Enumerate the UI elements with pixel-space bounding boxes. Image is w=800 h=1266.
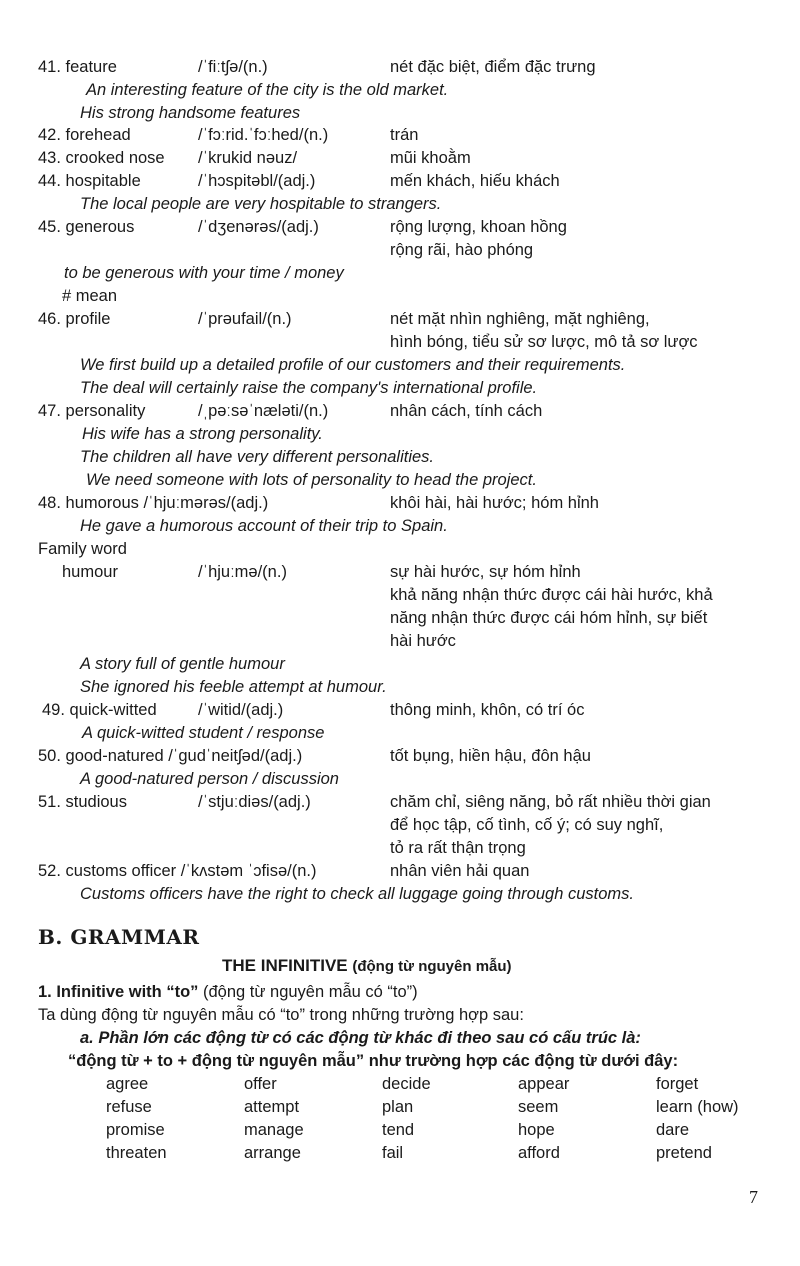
section-title-grammar: B. GRAMMAR [38, 925, 200, 949]
entry-41-meaning: nét đặc biệt, điểm đặc trưng [390, 58, 596, 76]
entry-43-meaning: mũi khoằm [390, 149, 471, 167]
verb-list-item: attempt [244, 1098, 300, 1116]
entry-49-meaning: thông minh, khôn, có trí óc [390, 701, 585, 719]
entry-44-word: hospitable [65, 172, 141, 190]
page-number: 7 [749, 1187, 758, 1207]
entry-42-ipa: /ˈfɔːrid.ˈfɔːhed/(n.) [198, 126, 329, 144]
verb-list-item: plan [382, 1098, 414, 1116]
entry-43-word: crooked nose [65, 149, 165, 167]
entry-41-number: 41. feature [38, 58, 117, 76]
verb-list-item: learn (how) [656, 1098, 739, 1116]
entry-45-number: 45. generous [38, 218, 135, 236]
entry-48-ipa: /ˈhjuːmərəs/(adj.) [143, 494, 269, 512]
entry-45-ipa: /ˈdʒenərəs/(adj.) [198, 218, 319, 236]
verb-list-item: decide [382, 1075, 431, 1093]
entry-49-example: A quick-witted student / response [82, 724, 325, 742]
entry-44-example: The local people are very hospitable to strangers. [80, 195, 442, 213]
verb-list-item: appear [518, 1075, 570, 1093]
family-word-example: She ignored his feeble attempt at humour. [80, 678, 387, 696]
entry-47-example: The children all have very different personalities. [80, 448, 435, 466]
verb-list-item: hope [518, 1121, 555, 1139]
verb-list-item: threaten [106, 1144, 167, 1162]
entry-47-number: 47. personality [38, 402, 146, 420]
verb-list-item: fail [382, 1144, 404, 1162]
entry-46-meaning: nét mặt nhìn nghiêng, mặt nghiêng, [390, 310, 650, 328]
entry-47-meaning: nhân cách, tính cách [390, 402, 543, 420]
entry-51-number: 51. studious [38, 793, 127, 811]
entry-51-meaning: tỏ ra rất thận trọng [390, 839, 526, 857]
family-word-meaning: năng nhận thức được cái hóm hỉnh, sự biết [390, 609, 708, 627]
verb-list-item: promise [106, 1121, 165, 1139]
entry-46-ipa: /ˈprəufail/(n.) [198, 310, 292, 328]
grammar-rule-a-structure: “động từ + to + động từ nguyên mẫu” như trường hợp các động từ dưới đây: [68, 1052, 679, 1070]
verb-list-item: dare [656, 1121, 690, 1139]
entry-52-example: Customs officers have the right to check all luggage going through customs. [80, 885, 634, 903]
grammar-rule-a: a. Phần lớn các động từ có các động từ khác đi theo sau có cấu trúc là: [80, 1029, 641, 1047]
family-word-meaning: hài hước [390, 632, 456, 650]
entry-41-word: feature [65, 58, 117, 76]
verb-list-item: manage [244, 1121, 304, 1139]
entry-45-example: to be generous with your time / money [64, 264, 344, 282]
entry-52-meaning: nhân viên hải quan [390, 862, 530, 880]
entry-45-note: # mean [62, 287, 118, 305]
entry-45-meaning: rộng lượng, khoan hồng [390, 218, 567, 236]
entry-46-word: profile [65, 310, 111, 328]
verb-list-item: afford [518, 1144, 560, 1162]
entry-46-meaning: hình bóng, tiểu sử sơ lược, mô tả sơ lược [390, 333, 698, 351]
family-word-example: A story full of gentle humour [80, 655, 285, 673]
entry-48-meaning: khôi hài, hài hước; hóm hỉnh [390, 494, 599, 512]
verb-list-item: tend [382, 1121, 415, 1139]
entry-47-example: We need someone with lots of personality to head the project. [86, 471, 537, 489]
entry-41-example: An interesting feature of the city is the old market. [86, 81, 449, 99]
entry-41-example: His strong handsome features [80, 104, 301, 122]
entry-47-word: personality [65, 402, 146, 420]
entry-42-meaning: trán [390, 126, 419, 144]
family-word-label: Family word [38, 540, 127, 558]
entry-51-meaning: để học tập, cố tình, cố ý; có suy nghĩ, [390, 816, 664, 834]
entry-49-word: quick-witted [69, 701, 157, 719]
entry-48-number: 48. humorous /ˈhjuːmərəs/(adj.) [38, 494, 269, 512]
entry-51-word: studious [65, 793, 127, 811]
verb-list-item: agree [106, 1075, 149, 1093]
family-word-meaning: khả năng nhận thức được cái hài hước, khả [390, 586, 713, 604]
entry-48-word: humorous [65, 494, 139, 512]
entry-50-word: good-natured [65, 747, 164, 765]
entry-47-ipa: /ˌpəːsəˈnæləti/(n.) [198, 402, 329, 420]
entry-49-number: 49. quick-witted [42, 701, 157, 719]
verb-list-item: offer [244, 1075, 277, 1093]
entry-46-example: We first build up a detailed profile of our customers and their requirements. [80, 356, 626, 374]
entry-48-example: He gave a humorous account of their trip to Spain. [80, 517, 448, 535]
verb-list-item: arrange [244, 1144, 301, 1162]
entry-46-example: The deal will certainly raise the company's international profile. [80, 379, 538, 397]
entry-51-ipa: /ˈstjuːdiəs/(adj.) [198, 793, 311, 811]
entry-45-meaning: rộng rãi, hào phóng [390, 241, 534, 259]
family-word-ipa: /ˈhjuːmə/(n.) [198, 563, 287, 581]
grammar-usage: Ta dùng động từ nguyên mẫu có “to” trong những trường hợp sau: [38, 1006, 524, 1024]
entry-50-ipa: /ˈgudˈneitʃəd/(adj.) [168, 747, 303, 765]
verb-list-item: refuse [106, 1098, 152, 1116]
verb-list-item: seem [518, 1098, 559, 1116]
entry-42-number: 42. forehead [38, 126, 131, 144]
entry-49-ipa: /ˈwitid/(adj.) [198, 701, 284, 719]
entry-51-meaning: chăm chỉ, siêng năng, bỏ rất nhiều thời gian [390, 793, 711, 811]
entry-43-ipa: /ˈkrukid nəuz/ [198, 149, 298, 167]
entry-50-example: A good-natured person / discussion [80, 770, 339, 788]
entry-50-number: 50. good-natured /ˈgudˈneitʃəd/(adj.) [38, 747, 303, 765]
entry-44-ipa: /ˈhɔspitəbl/(adj.) [198, 172, 316, 190]
entry-52-number: 52. customs officer /ˈkʌstəm ˈɔfisə/(n.) [38, 862, 317, 880]
entry-44-meaning: mến khách, hiếu khách [390, 172, 560, 190]
verb-list-item: pretend [656, 1144, 712, 1162]
entry-47-example: His wife has a strong personality. [82, 425, 323, 443]
family-word: humour [62, 563, 118, 581]
grammar-topic-heading: THE INFINITIVE (động từ nguyên mẫu) [222, 956, 512, 975]
entry-41-ipa: /ˈfiːtʃə/(n.) [198, 58, 268, 76]
entry-52-ipa: /ˈkʌstəm ˈɔfisə/(n.) [180, 862, 317, 880]
verb-list-item: forget [656, 1075, 699, 1093]
entry-50-meaning: tốt bụng, hiền hậu, đôn hậu [390, 747, 591, 765]
entry-42-word: forehead [65, 126, 131, 144]
entry-44-number: 44. hospitable [38, 172, 141, 190]
family-word-meaning: sự hài hước, sự hóm hỉnh [390, 563, 581, 581]
entry-46-number: 46. profile [38, 310, 111, 328]
entry-52-word: customs officer [65, 862, 177, 880]
grammar-point-1: 1. Infinitive with “to” (động từ nguyên mẫu có “to”) [38, 983, 418, 1001]
entry-45-word: generous [65, 218, 135, 236]
entry-43-number: 43. crooked nose [38, 149, 165, 167]
